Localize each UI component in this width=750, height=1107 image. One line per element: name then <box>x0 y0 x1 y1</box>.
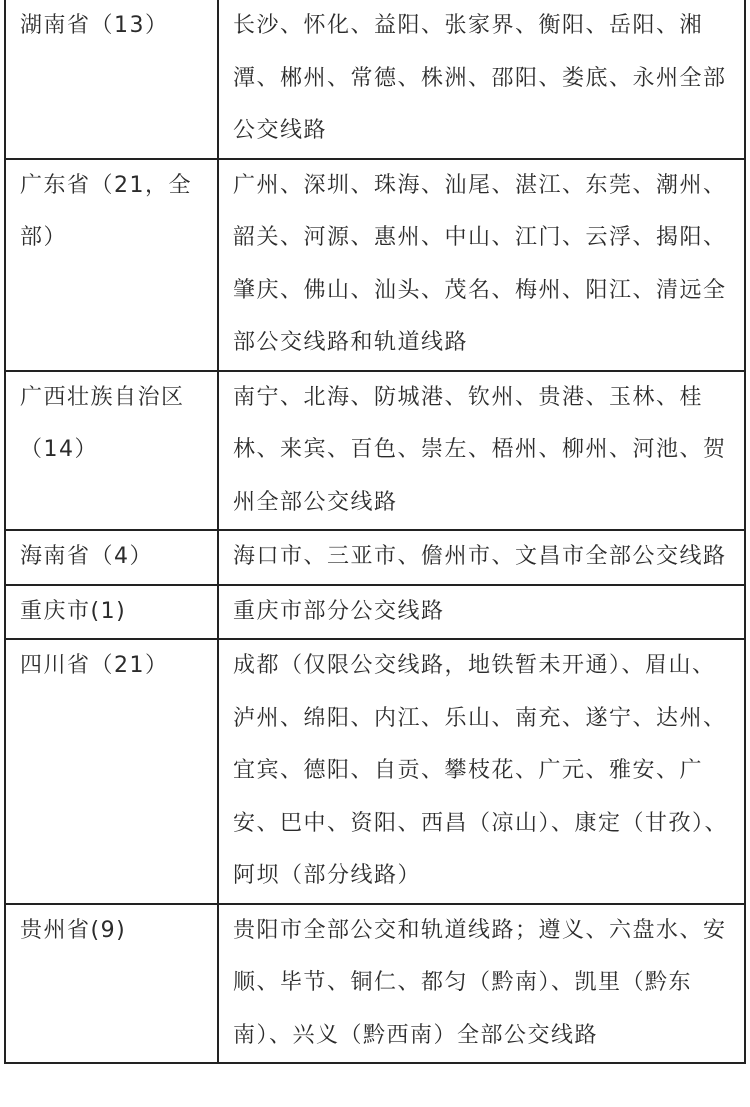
table-row <box>5 904 745 1064</box>
region-cell: 广西壮族自治区（14） <box>5 371 218 531</box>
table-row <box>5 371 745 531</box>
cities-cell: 广州、深圳、珠海、汕尾、湛江、东莞、潮州、韶关、河源、惠州、中山、江门、云浮、揭阳、肇庆、佛山、汕头、茂名、梅州、阳江、清远全部公交线路和轨道线路 <box>218 159 745 371</box>
cities-cell: 贵阳市全部公交和轨道线路；遵义、六盘水、安顺、毕节、铜仁、都匀（黔南）、凯里（黔东南）、兴义（黔西南）全部公交线路 <box>218 904 745 1064</box>
coverage-table <box>4 0 746 1064</box>
table-row <box>5 639 745 904</box>
table-row <box>5 585 745 640</box>
cities-cell: 南宁、北海、防城港、钦州、贵港、玉林、桂林、来宾、百色、崇左、梧州、柳州、河池、贺州全部公交线路 <box>218 371 745 531</box>
region-cell: 贵州省(9) <box>5 904 218 1064</box>
cities-cell: 长沙、怀化、益阳、张家界、衡阳、岳阳、湘潭、郴州、常德、株洲、邵阳、娄底、永州全部公交线路 <box>218 0 745 159</box>
region-cell: 重庆市(1) <box>5 585 218 640</box>
table-row <box>5 159 745 371</box>
cities-cell: 重庆市部分公交线路 <box>218 585 745 640</box>
table-row <box>5 530 745 585</box>
cities-cell: 海口市、三亚市、儋州市、文昌市全部公交线路 <box>218 530 745 585</box>
region-cell: 四川省（21） <box>5 639 218 904</box>
region-cell: 海南省（4） <box>5 530 218 585</box>
region-cell: 湖南省（13） <box>5 0 218 159</box>
region-cell: 广东省（21，全部） <box>5 159 218 371</box>
table-row <box>5 0 745 159</box>
cities-cell: 成都（仅限公交线路，地铁暂未开通）、眉山、泸州、绵阳、内江、乐山、南充、遂宁、达州、宜宾、德阳、自贡、攀枝花、广元、雅安、广安、巴中、资阳、西昌（凉山）、康定（甘孜）、阿坝（部分线路） <box>218 639 745 904</box>
